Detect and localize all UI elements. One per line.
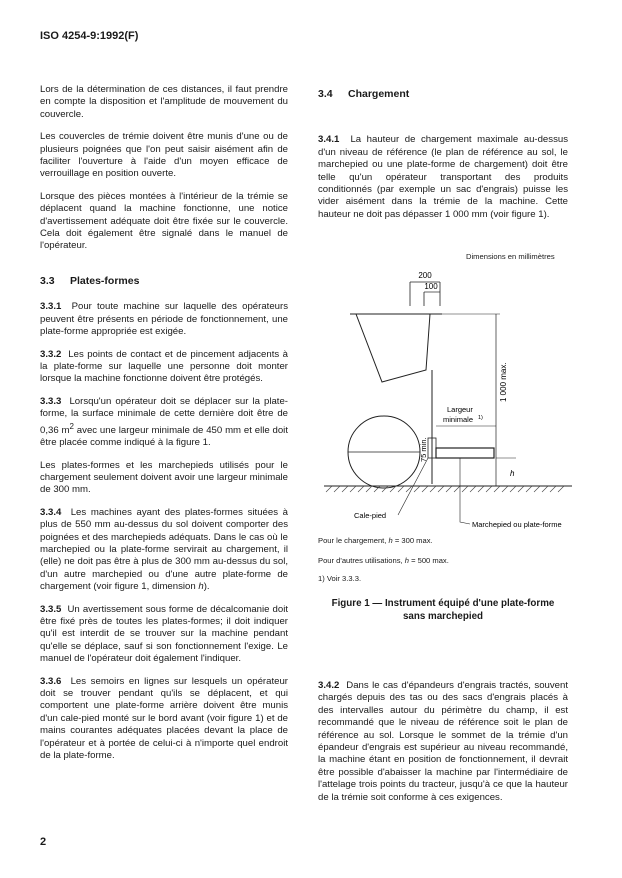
right-column-top [318,88,568,221]
clause-3-3-1: 3.3.1 Pour toute machine sur laquelle des opérateurs peuvent être présents en période de fonctionnement, une plate-forme appropriée est exigée. [40,301,288,338]
paragraph-plates-formes: Les plates-formes et les marchepieds utilisés pour le chargement seulement doivent avoir une largeur minimale de 300 mm. [40,459,288,496]
clause-3-3-3: 3.3.3 Lorsqu'un opérateur doit se déplacer sur la plate-forme, la surface minimale de cette dernière doit être de 0,36 $m^2$ avec une largeur minimale de 450 mm et elle doit être placée comme indiqué à la figure 1. [40,395,288,449]
figure-1-drawing [310,262,580,532]
figure-footnote: 1) Voir 3.3.3. [318,574,362,583]
clause-3-4-1: 3.4.1 La hauteur de chargement maximale au-dessus d'un niveau de référence (le plan de référence au sol, le marchepied ou une plate-forme de chargement) doit être telle qu'un opérateur transportant des produits conditionnés (par exemple un sac d'engrais) puisse les vider aisément dans la trémie de la machine. Cette hauteur ne doit pas dépasser 1 000 mm (voir figure 1). [318,134,568,220]
dim-200-label: 200 [418,271,432,280]
page-number: 2 [40,836,47,848]
paragraph-pieces: Lorsque des pièces montées à l'intérieur de la trémie se déplacent quand la machine fonctionne, une notice d'avertissement adéquate doit être fixée sur le couvercle. Cela doit également être signalé dans le manuel de l'opérateur. [40,190,288,252]
ground-hatching [326,486,564,492]
right-column-bottom [318,680,568,804]
h-label: h [510,469,515,478]
paragraph-distances: Lors de la détermination de ces distances, il faut prendre en compte la disposition et l'amplitude de mouvement du couvercle. [40,84,288,120]
dim-1000-label: 1 000 max. [499,362,508,402]
dim-100-label: 100 [424,282,438,291]
standard-id: ISO 4254-9:1992(F) [40,30,139,42]
left-column [40,84,288,762]
clause-3-3-2: 3.3.2 Les points de contact et de pincement adjacents à la plate-forme sur laquelle une personne doit monter lorsque la machine fonctionne doivent être protégés. [40,348,288,385]
note-autres-utilisations: Pour d'autres utilisations, h = 500 max. [318,556,449,565]
marchepied-label: Marchepied ou plate-forme [472,520,562,529]
cale-pied-label: Cale-pied [354,511,387,520]
dim-75-label: 75 min. [419,437,428,462]
paragraph-couvercles: Les couvercles de trémie doivent être munis d'une ou de plusieurs poignées que l'on peut saisir aisément afin de faciliter l'ouverture à l'aide d'un moyen efficace de verrouillage en position ouverte. [40,131,288,180]
clause-3-3-4: 3.3.4 Les machines ayant des plates-formes situées à plus de 550 mm au-dessus du sol doivent comporter des poignées et des marchepieds adéquats. Dans le cas où le marchepied ou la plate-forme servirait au chargement, il (elle) ne doit pas être à plus de 300 mm au-dessus du sol, d'un autre marchepied ou d'une autre plate-forme de chargement (voir figure 1, dimension h). [40,506,288,593]
clause-3-3-5: 3.3.5 Un avertissement sous forme de décalcomanie doit être fixé près de toutes les plates-formes; il doit indiquer qu'il est interdit de se trouver sur la machine pendant qu'elle se déplace, sauf si son fonctionnement l'exige. Le manuel de l'opérateur doit également l'indiquer. [40,603,288,665]
minimale-label: minimale [443,415,474,424]
largeur-footnote-mark: 1) [478,415,483,421]
clause-3-4-2: 3.4.2 Dans le cas d'épandeurs d'engrais tractés, souvent chargés depuis des tas ou des sacs d'engrais placés à des intervalles autour du périmètre du champ, il est recommandé que le niveau de référence soit le plan de référence au sol. Lorsque le sommet de la trémie d'un épandeur d'engrais est supérieur au niveau recommandé, la machine étant en position de fonctionnement, il devrait être possible d'abaisser la machine par l'intermédiaire de l'attelage trois points du tracteur, jusqu'à ce que la hauteur de la trémie soit conforme à ces exigences. [318,680,568,803]
hopper-shape [356,314,430,382]
section-heading-3-3: 3.3 Plates-formes [40,274,140,287]
note-chargement: Pour le chargement, h = 300 max. [318,536,433,545]
units-note: Dimensions en millimètres [466,252,555,261]
largeur-label: Largeur [447,405,473,414]
section-heading-3-4: 3.4 Chargement [318,88,410,100]
clause-3-3-6: 3.3.6 Les semoirs en lignes sur lesquels un opérateur doit se trouver pendant qu'ils se déplacent, et qui comportent une plate-forme arrière doivent être munis d'un cale-pied monté sur le bord avant (voir figure 1) et de mains courantes adéquates placées devant la place de l'opérateur et à portée de celui-ci à n'importe quel endroit de la plate-forme. [40,675,288,762]
marchepied-leader [460,458,470,524]
platform-rect [436,448,494,458]
figure-caption: Figure 1 — Instrument équipé d'une plate-forme sans marchepied [331,598,555,622]
